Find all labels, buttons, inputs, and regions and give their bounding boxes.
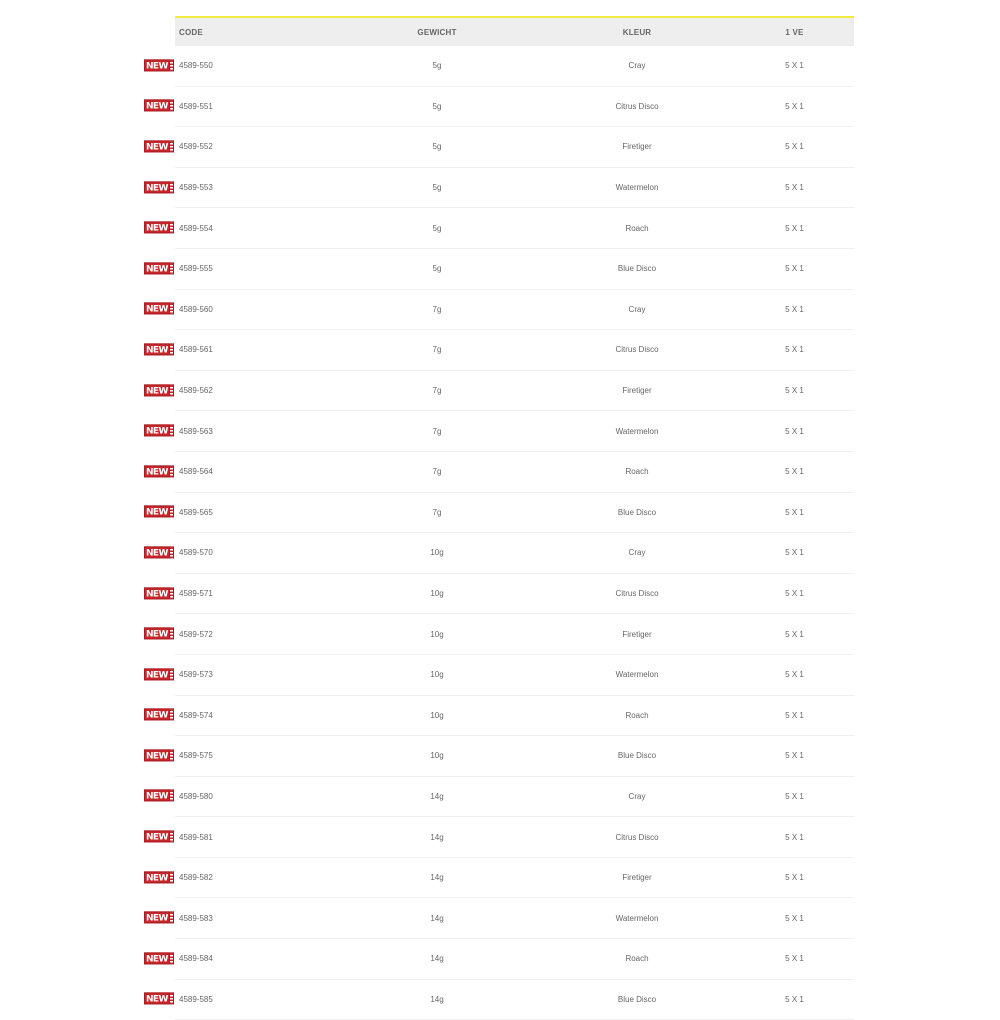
table-row[interactable]: [146, 817, 854, 858]
new-badge-icon: [144, 465, 174, 477]
cell-color: Cray: [628, 304, 646, 314]
new-badge-icon: [144, 140, 174, 152]
new-badge-label: NEW: [146, 994, 168, 1005]
cell-unit: 5 X 1: [785, 345, 804, 355]
new-badge-label: NEW: [146, 548, 168, 559]
cell-code: 4589-562: [179, 386, 213, 396]
column-header-weight[interactable]: GEWICHT: [417, 27, 457, 37]
cell-unit: 5 X 1: [785, 61, 804, 71]
new-badge-label: NEW: [146, 954, 168, 965]
new-badge-icon: [144, 222, 174, 234]
cell-unit: 5 X 1: [785, 223, 804, 233]
cell-color: Roach: [625, 710, 649, 720]
new-badge-icon: [144, 343, 174, 355]
cell-unit: 5 X 1: [785, 913, 804, 923]
new-badge-label: NEW: [146, 791, 168, 802]
new-badge-icon: [144, 790, 174, 802]
stripes-icon: [170, 303, 174, 315]
stripes-icon: [170, 952, 174, 964]
cell-unit: 5 X 1: [785, 304, 804, 314]
cell-code: 4589-554: [179, 223, 213, 233]
column-header-unit[interactable]: 1 VE: [785, 27, 804, 37]
table-row[interactable]: [146, 655, 854, 696]
cell-code: 4589-575: [179, 751, 213, 761]
stripes-icon: [170, 749, 174, 761]
stripes-icon: [170, 100, 174, 112]
cell-color: Blue Disco: [617, 751, 657, 761]
table-row[interactable]: [146, 858, 854, 899]
cell-color: Roach: [625, 954, 649, 964]
new-badge-label: NEW: [146, 61, 168, 72]
cell-color: Citrus Disco: [615, 101, 659, 111]
new-badge-icon: [144, 303, 174, 315]
cell-weight: 10g: [430, 751, 444, 761]
new-badge-label: NEW: [146, 385, 168, 396]
cell-code: 4589-572: [179, 629, 213, 639]
table-row[interactable]: [146, 290, 854, 331]
table-row[interactable]: [146, 452, 854, 493]
cell-weight: 7g: [432, 426, 442, 436]
cell-weight: 10g: [430, 710, 444, 720]
cell-color: Firetiger: [622, 873, 652, 883]
new-badge-icon: [144, 100, 174, 112]
new-badge-label: NEW: [146, 223, 168, 234]
cell-weight: 5g: [432, 264, 442, 274]
cell-code: 4589-552: [179, 142, 213, 152]
cell-weight: 7g: [432, 386, 442, 396]
cell-color: Citrus Disco: [615, 589, 659, 599]
cell-unit: 5 X 1: [785, 386, 804, 396]
new-badge-icon: [144, 993, 174, 1005]
table-row[interactable]: [146, 208, 854, 249]
cell-code: 4589-565: [179, 507, 213, 517]
table-row[interactable]: [146, 533, 854, 574]
cell-unit: 5 X 1: [785, 710, 804, 720]
cell-color: Firetiger: [622, 142, 652, 152]
table-row[interactable]: [146, 493, 854, 534]
cell-unit: 5 X 1: [785, 467, 804, 477]
cell-color: Blue Disco: [617, 994, 657, 1004]
new-badge-icon: [144, 425, 174, 437]
new-badge-label: NEW: [146, 182, 168, 193]
cell-code: 4589-550: [179, 61, 213, 71]
cell-code: 4589-573: [179, 670, 213, 680]
cell-color: Citrus Disco: [615, 345, 659, 355]
new-badge-icon: [144, 262, 174, 274]
column-header-code[interactable]: CODE: [179, 27, 203, 37]
cell-code: 4589-581: [179, 832, 213, 842]
new-badge-label: NEW: [146, 507, 168, 518]
cell-weight: 5g: [432, 61, 442, 71]
cell-color: Roach: [625, 223, 649, 233]
cell-unit: 5 X 1: [785, 751, 804, 761]
cell-color: Watermelon: [615, 183, 659, 193]
cell-color: Firetiger: [622, 386, 652, 396]
table-row[interactable]: [146, 574, 854, 615]
stripes-icon: [170, 506, 174, 518]
stripes-icon: [170, 546, 174, 558]
cell-color: Firetiger: [622, 629, 652, 639]
table-row[interactable]: [146, 736, 854, 777]
cell-unit: 5 X 1: [785, 873, 804, 883]
new-badge-icon: [144, 506, 174, 518]
column-header-color[interactable]: KLEUR: [622, 27, 652, 37]
cell-code: 4589-584: [179, 954, 213, 964]
cell-color: Watermelon: [615, 670, 659, 680]
cell-weight: 10g: [430, 670, 444, 680]
new-badge-icon: [144, 546, 174, 558]
table-row[interactable]: [146, 371, 854, 412]
cell-unit: 5 X 1: [785, 101, 804, 111]
cell-weight: 5g: [432, 223, 442, 233]
stripes-icon: [170, 181, 174, 193]
new-badge-icon: [144, 59, 174, 71]
table-row[interactable]: [146, 168, 854, 209]
cell-unit: 5 X 1: [785, 589, 804, 599]
cell-code: 4589-585: [179, 994, 213, 1004]
cell-color: Cray: [628, 61, 646, 71]
cell-weight: 7g: [432, 467, 442, 477]
new-badge-label: NEW: [146, 264, 168, 275]
new-badge-label: NEW: [146, 101, 168, 112]
new-badge-label: NEW: [146, 832, 168, 843]
cell-weight: 5g: [432, 101, 442, 111]
cell-code: 4589-583: [179, 913, 213, 923]
cell-weight: 5g: [432, 183, 442, 193]
cell-unit: 5 X 1: [785, 954, 804, 964]
cell-code: 4589-560: [179, 304, 213, 314]
cell-code: 4589-580: [179, 791, 213, 801]
cell-code: 4589-570: [179, 548, 213, 558]
cell-code: 4589-553: [179, 183, 213, 193]
cell-code: 4589-574: [179, 710, 213, 720]
cell-code: 4589-551: [179, 101, 213, 111]
new-badge-icon: [144, 749, 174, 761]
new-badge-icon: [144, 709, 174, 721]
new-badge-label: NEW: [146, 913, 168, 924]
cell-unit: 5 X 1: [785, 264, 804, 274]
stripes-icon: [170, 993, 174, 1005]
stripes-icon: [170, 668, 174, 680]
product-table: [146, 16, 854, 1020]
cell-color: Roach: [625, 467, 649, 477]
cell-code: 4589-555: [179, 264, 213, 274]
new-badge-label: NEW: [146, 426, 168, 437]
cell-weight: 14g: [430, 954, 444, 964]
cell-code: 4589-564: [179, 467, 213, 477]
cell-color: Watermelon: [615, 913, 659, 923]
cell-unit: 5 X 1: [785, 629, 804, 639]
new-badge-icon: [144, 952, 174, 964]
new-badge-label: NEW: [146, 751, 168, 762]
table-row[interactable]: [146, 696, 854, 737]
new-badge-label: NEW: [146, 873, 168, 884]
stripes-icon: [170, 830, 174, 842]
table-row[interactable]: [146, 87, 854, 128]
cell-weight: 7g: [432, 345, 442, 355]
stripes-icon: [170, 140, 174, 152]
stripes-icon: [170, 628, 174, 640]
table-row[interactable]: [146, 411, 854, 452]
new-badge-icon: [144, 668, 174, 680]
table-row[interactable]: [146, 614, 854, 655]
cell-unit: 5 X 1: [785, 548, 804, 558]
new-badge-icon: [144, 384, 174, 396]
cell-color: Cray: [628, 791, 646, 801]
stripes-icon: [170, 59, 174, 71]
cell-unit: 5 X 1: [785, 507, 804, 517]
cell-weight: 14g: [430, 913, 444, 923]
cell-color: Cray: [628, 548, 646, 558]
cell-unit: 5 X 1: [785, 670, 804, 680]
table-row[interactable]: [146, 939, 854, 980]
cell-color: Blue Disco: [617, 507, 657, 517]
table-row[interactable]: [146, 777, 854, 818]
stripes-icon: [170, 871, 174, 883]
new-badge-label: NEW: [146, 588, 168, 599]
stripes-icon: [170, 465, 174, 477]
cell-unit: 5 X 1: [785, 426, 804, 436]
cell-unit: 5 X 1: [785, 142, 804, 152]
cell-weight: 14g: [430, 832, 444, 842]
new-badge-label: NEW: [146, 629, 168, 640]
stripes-icon: [170, 709, 174, 721]
new-badge-icon: [144, 628, 174, 640]
new-badge-label: NEW: [146, 142, 168, 153]
cell-unit: 5 X 1: [785, 791, 804, 801]
stripes-icon: [170, 384, 174, 396]
cell-code: 4589-582: [179, 873, 213, 883]
new-badge-label: NEW: [146, 467, 168, 478]
cell-weight: 14g: [430, 873, 444, 883]
new-badge-icon: [144, 587, 174, 599]
cell-unit: 5 X 1: [785, 183, 804, 193]
stripes-icon: [170, 222, 174, 234]
stripes-icon: [170, 425, 174, 437]
table-row[interactable]: [146, 330, 854, 371]
cell-code: 4589-571: [179, 589, 213, 599]
cell-weight: 14g: [430, 791, 444, 801]
cell-weight: 10g: [430, 548, 444, 558]
table-row[interactable]: [146, 127, 854, 168]
stripes-icon: [170, 262, 174, 274]
new-badge-icon: [144, 912, 174, 924]
stripes-icon: [170, 343, 174, 355]
cell-weight: 5g: [432, 142, 442, 152]
stripes-icon: [170, 790, 174, 802]
new-badge-label: NEW: [146, 345, 168, 356]
table-row[interactable]: [146, 249, 854, 290]
cell-color: Watermelon: [615, 426, 659, 436]
stripes-icon: [170, 912, 174, 924]
cell-color: Citrus Disco: [615, 832, 659, 842]
cell-unit: 5 X 1: [785, 994, 804, 1004]
cell-code: 4589-563: [179, 426, 213, 436]
new-badge-label: NEW: [146, 670, 168, 681]
cell-color: Blue Disco: [617, 264, 657, 274]
table-row[interactable]: [146, 898, 854, 939]
cell-unit: 5 X 1: [785, 832, 804, 842]
table-header: [175, 16, 854, 46]
new-badge-icon: [144, 871, 174, 883]
cell-weight: 10g: [430, 629, 444, 639]
table-body: [146, 46, 854, 1020]
cell-weight: 7g: [432, 304, 442, 314]
new-badge-icon: [144, 830, 174, 842]
cell-code: 4589-561: [179, 345, 213, 355]
stripes-icon: [170, 587, 174, 599]
new-badge-label: NEW: [146, 304, 168, 315]
cell-weight: 7g: [432, 507, 442, 517]
new-badge-label: NEW: [146, 710, 168, 721]
table-row[interactable]: [146, 46, 854, 87]
cell-weight: 10g: [430, 589, 444, 599]
new-badge-icon: [144, 181, 174, 193]
cell-weight: 14g: [430, 994, 444, 1004]
